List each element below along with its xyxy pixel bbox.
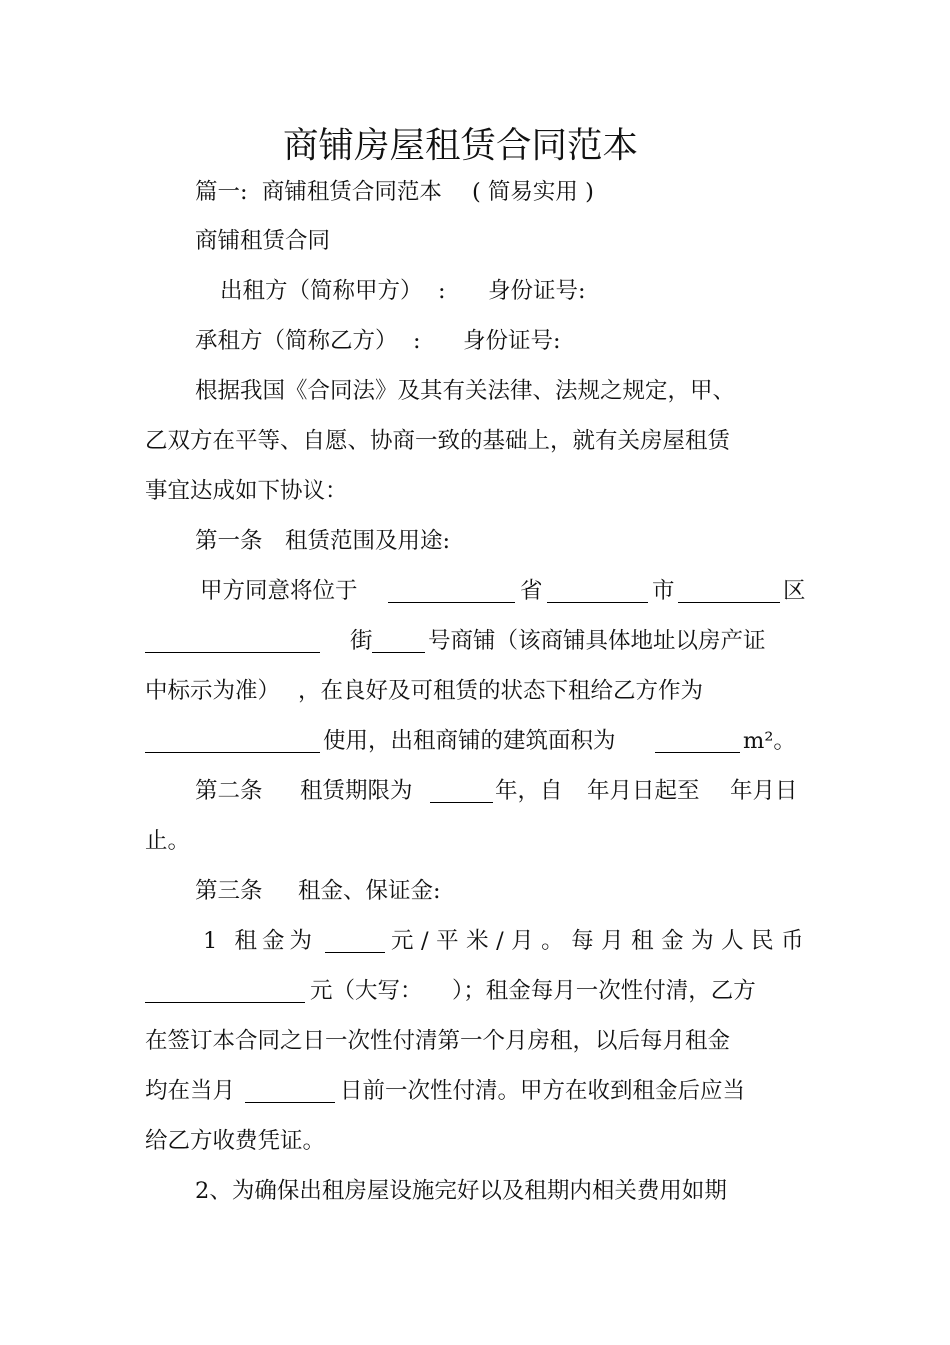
- address-note: 号商铺（该商铺具体地址以房产证: [428, 628, 766, 654]
- lessor-id-label: 身份证号:: [488, 278, 586, 304]
- condition-text: ，在良好及可租赁的状态下租给乙方作为: [298, 678, 704, 704]
- lessee-id-label: 身份证号:: [463, 328, 561, 354]
- shop-number-blank: [372, 630, 425, 653]
- rent-uppercase-label: 元（大写：: [310, 978, 423, 1004]
- article1-location-intro: 甲方同意将位于: [200, 578, 358, 604]
- term-years-blank: [430, 780, 493, 803]
- use-area-text: 使用，出租商铺的建筑面积为: [323, 728, 616, 754]
- section-label: 篇一: 商铺租赁合同范本: [195, 179, 442, 205]
- article3-heading: 租金、保证金:: [298, 878, 441, 904]
- term-end: 止。: [145, 828, 191, 854]
- rent-due-text: 日前一次性付清。甲方在收到租金后应当: [340, 1078, 746, 1104]
- monthly-rent-blank: [145, 980, 305, 1003]
- article2-number: 第二条: [195, 778, 263, 804]
- article3-number: 第三条: [195, 878, 263, 904]
- city-blank: [547, 580, 648, 603]
- lessor-label: 出租方（简称甲方）: [220, 278, 423, 304]
- term-year-from: 年，自: [495, 778, 563, 804]
- street-name-blank: [145, 630, 320, 653]
- rent-payment-text: ）；租金每月一次性付清，乙方: [452, 978, 756, 1004]
- contract-name: 商铺租赁合同: [195, 228, 331, 254]
- lessee-colon: :: [413, 328, 421, 354]
- city-label: 市: [652, 578, 675, 604]
- document-title: 商铺房屋租赁合同范本: [283, 125, 639, 166]
- rent-per-sqm-blank: [325, 930, 385, 953]
- province-blank: [388, 580, 515, 603]
- rent-line-end: 元/平米/月。每月租金为人民币: [391, 928, 812, 954]
- deposit-intro: 2、为确保出租房屋设施完好以及租期内相关费用如期: [195, 1178, 727, 1204]
- district-blank: [678, 580, 780, 603]
- article1-number: 第一条: [195, 528, 263, 554]
- preamble-line: 事宜达成如下协议：: [145, 478, 348, 504]
- section-note: ( 简易实用 ): [472, 179, 594, 205]
- term-start-date: 年月日起至: [587, 778, 700, 804]
- lessee-label: 承租方（简称乙方）: [195, 328, 398, 354]
- term-label: 租赁期限为: [300, 778, 413, 804]
- article1-heading: 租赁范围及用途:: [285, 528, 451, 554]
- rent-first-payment: 在签订本合同之日一次性付清第一个月房租，以后每月租金: [145, 1028, 731, 1054]
- area-blank: [655, 730, 740, 753]
- rent-line-start: 1 租金为: [203, 928, 317, 954]
- district-label: 区: [783, 578, 806, 604]
- rent-due-label: 均在当月: [145, 1078, 236, 1104]
- area-unit: m²。: [743, 728, 796, 754]
- rent-receipt-text: 给乙方收费凭证。: [145, 1128, 326, 1154]
- province-label: 省: [520, 578, 543, 604]
- preamble-line: 根据我国《合同法》及其有关法律、法规之规定，甲、: [195, 378, 736, 404]
- preamble-line: 乙双方在平等、自愿、协商一致的基础上，就有关房屋租赁: [145, 428, 731, 454]
- usage-blank: [145, 730, 320, 753]
- term-end-date: 年月日: [730, 778, 798, 804]
- rent-due-day-blank: [245, 1080, 335, 1103]
- address-note-end: 中标示为准）: [145, 678, 281, 704]
- street-label: 街: [350, 628, 373, 654]
- lessor-colon: :: [438, 278, 446, 304]
